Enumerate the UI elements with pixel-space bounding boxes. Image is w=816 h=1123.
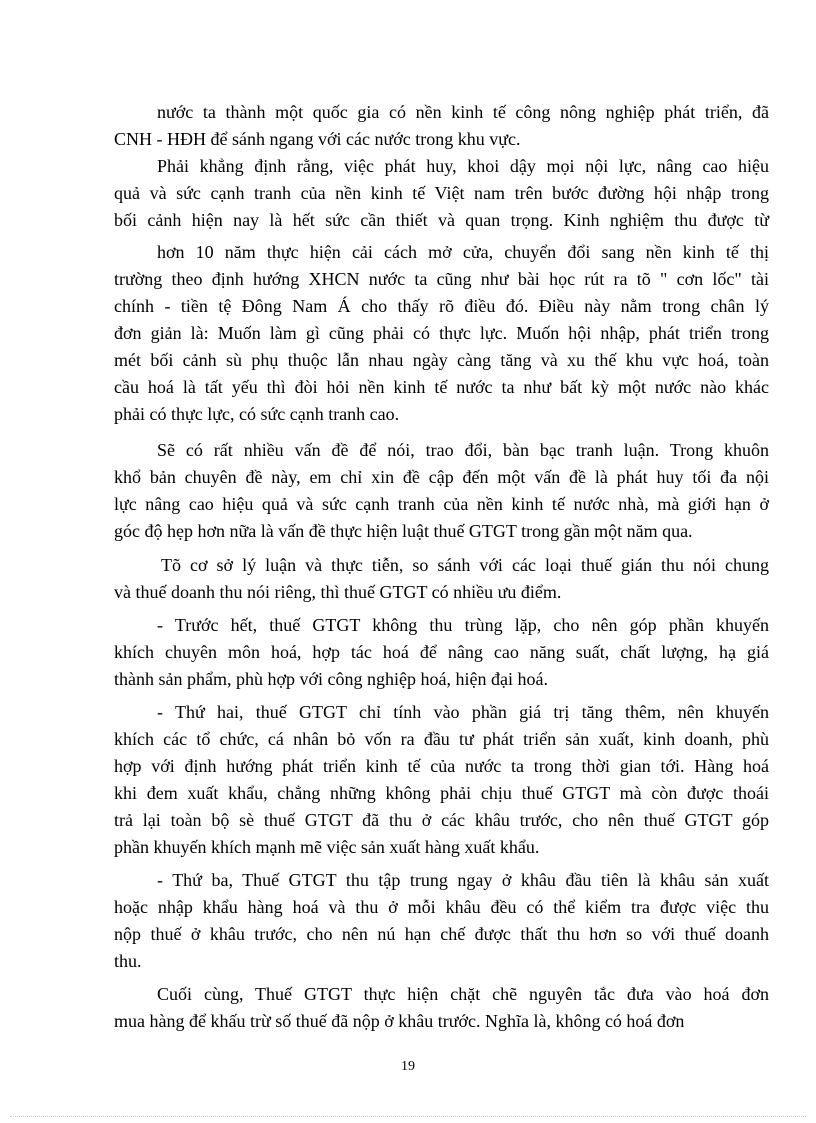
text-line: đơn giản là: Muốn làm gì cũng phải có thực lực. Muốn hội nhập, phát triển trong [114, 323, 769, 343]
text-line: khổ bản chuyên đề này, em chỉ xin đề cập đến một vấn đề là phát huy tối đa nội [114, 467, 769, 487]
page-bottom-divider [10, 1116, 806, 1117]
text-line: và thuế doanh thu nói riêng, thì thuế GTGT có nhiều ưu điểm. [114, 582, 562, 602]
text-line: Sẽ có rất nhiều vấn đề để nói, trao đổi, bàn bạc tranh luận. Trong khuôn [157, 440, 769, 460]
text-line: mét bối cảnh sù phụ thuộc lẫn nhau ngày càng tăng và xu thế khu vực hoá, toàn [114, 350, 769, 370]
text-line: Phải khẳng định rằng, việc phát huy, khoi dậy mọi nội lực, nâng cao hiệu [157, 156, 769, 176]
text-line: Cuối cùng, Thuế GTGT thực hiện chặt chẽ nguyên tắc đưa vào hoá đơn [157, 984, 769, 1004]
text-line: bối cảnh hiện nay là hết sức cần thiết và quan trọng. Kinh nghiệm thu được từ [114, 210, 769, 230]
text-line: trường theo định hướng XHCN nước ta cũng như bài học rút ra tõ " cơn lốc" tài [114, 269, 769, 289]
text-line: trả lại toàn bộ sè thuế GTGT đã thu ở các khâu trước, cho nên thuế GTGT góp [114, 810, 769, 830]
text-line: nước ta thành một quốc gia có nền kinh tế công nông nghiệp phát triển, đã [157, 102, 769, 122]
text-line: hợp với định hướng phát triển kinh tế của nước ta trong thời gian tới. Hàng hoá [114, 756, 769, 776]
text-line: chính - tiền tệ Đông Nam Á cho thấy rõ điều đó. Điều này nằm trong chân lý [114, 296, 769, 316]
text-line: khích các tổ chức, cá nhân bỏ vốn ra đầu tư phát triển sản xuất, kinh doanh, phù [114, 729, 769, 749]
text-line: Tõ cơ sở lý luận và thực tiễn, so sánh với các loại thuế gián thu nói chung [161, 555, 769, 575]
text-line: cầu hoá là tất yếu thì đòi hỏi nền kinh tế nước ta như bất kỳ một nước nào khác [114, 377, 769, 397]
text-line: - Thứ hai, thuế GTGT chỉ tính vào phần giá trị tăng thêm, nên khuyến [157, 702, 769, 722]
text-line: thành sản phẩm, phù hợp với công nghiệp hoá, hiện đại hoá. [114, 669, 548, 689]
text-line: góc độ hẹp hơn nữa là vấn đề thực hiện luật thuế GTGT trong gần một năm qua. [114, 521, 693, 541]
text-line: CNH - HĐH để sánh ngang với các nước trong khu vực. [114, 129, 521, 149]
text-line: thu. [114, 951, 142, 971]
text-line: quả và sức cạnh tranh của nền kinh tế Việt nam trên bước đường hội nhập trong [114, 183, 769, 203]
text-line: phải có thực lực, có sức cạnh tranh cao. [114, 404, 400, 424]
text-line: nộp thuế ở khâu trước, cho nên nú hạn chế được thất thu hơn so với thuế doanh [114, 924, 769, 944]
text-line: phần khuyến khích mạnh mẽ việc sản xuất hàng xuất khẩu. [114, 837, 540, 857]
text-line: mua hàng để khấu trừ số thuế đã nộp ở khâu trước. Nghĩa là, không có hoá đơn [114, 1011, 685, 1031]
text-line: khi đem xuất khẩu, chẳng những không phải chịu thuế GTGT mà còn được thoái [114, 783, 769, 803]
text-line: hơn 10 năm thực hiện cải cách mở cửa, chuyển đổi sang nền kinh tế thị [157, 242, 769, 262]
text-line: - Thứ ba, Thuế GTGT thu tập trung ngay ở khâu đầu tiên là khâu sản xuất [157, 870, 769, 890]
page-number: 19 [401, 1059, 415, 1074]
text-line: khích chuyên môn hoá, hợp tác hoá để nâng cao năng suất, chất lượng, hạ giá [114, 642, 769, 662]
text-line: lực nâng cao hiệu quả và sức cạnh tranh của nền kinh tế nước nhà, mà giới hạn ở [114, 494, 769, 514]
text-line: hoặc nhập khẩu hàng hoá và thu ở mỗi khâu đều có thể kiểm tra được việc thu [114, 897, 769, 917]
text-line: - Trước hết, thuế GTGT không thu trùng lặp, cho nên góp phần khuyến [157, 615, 769, 635]
